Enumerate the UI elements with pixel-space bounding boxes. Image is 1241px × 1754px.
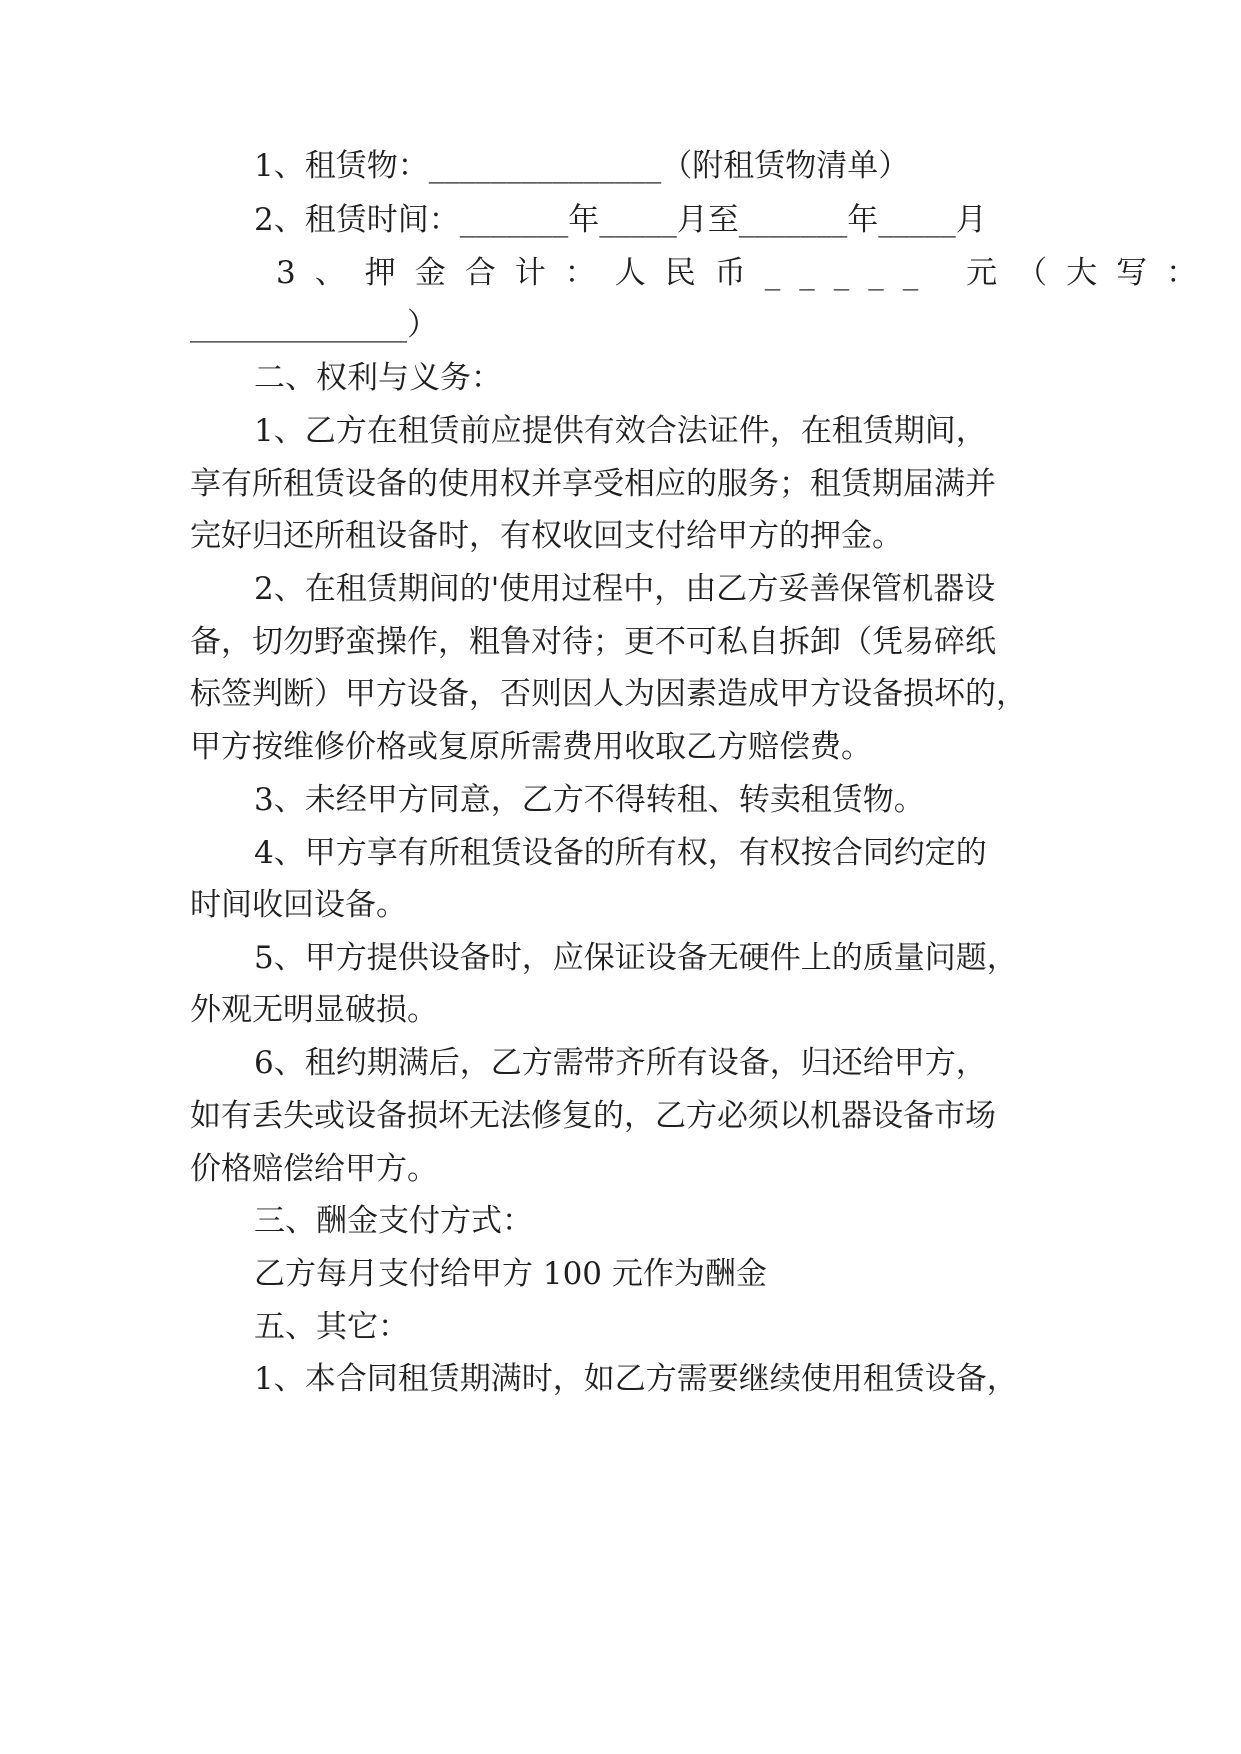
section-heading-rights: 二、权利与义务： bbox=[254, 360, 502, 396]
other-item-1-line-1: 1、本合同租赁期满时，如乙方需要继续使用租赁设备， bbox=[254, 1361, 1018, 1397]
rights-item-2-line-1: 2、在租赁期间的'使用过程中，由乙方妥善保管机器设 bbox=[254, 571, 996, 607]
rights-item-3: 3、未经甲方同意，乙方不得转租、转卖租赁物。 bbox=[254, 782, 925, 818]
rights-item-6-line-1: 6、租约期满后，乙方需带齐所有设备，归还给甲方， bbox=[254, 1045, 987, 1081]
rights-item-4-line-1: 4、甲方享有所租赁设备的所有权，有权按合同约定的 bbox=[254, 835, 987, 871]
clause-rental-item: 1、租赁物：_______________（附租赁物清单） bbox=[254, 148, 910, 184]
rights-item-6-line-3: 价格赔偿给甲方。 bbox=[190, 1151, 438, 1187]
clause-rental-period: 2、租赁时间：_______年_____月至_______年_____月 bbox=[254, 202, 987, 238]
clause-deposit-continued: ______________） bbox=[190, 307, 438, 343]
rights-item-1-line-2: 享有所租赁设备的使用权并享受相应的服务；租赁期届满并 bbox=[190, 466, 996, 502]
section-heading-payment: 三、酬金支付方式： bbox=[254, 1203, 533, 1239]
rights-item-2-line-2: 备，切勿野蛮操作，粗鲁对待；更不可私自拆卸（凭易碎纸 bbox=[190, 624, 996, 660]
clause-deposit: 3、押金合计：人民币_____ 元（大写： bbox=[276, 255, 1217, 291]
rights-item-2-line-3: 标签判断）甲方设备，否则因人为因素造成甲方设备损坏的， bbox=[190, 676, 1027, 712]
rights-item-1-line-3: 完好归还所租设备时，有权收回支付给甲方的押金。 bbox=[190, 518, 903, 554]
rights-item-2-line-4: 甲方按维修价格或复原所需费用收取乙方赔偿费。 bbox=[190, 729, 872, 765]
section-heading-other: 五、其它： bbox=[254, 1309, 409, 1345]
rights-item-6-line-2: 如有丢失或设备损坏无法修复的，乙方必须以机器设备市场 bbox=[190, 1098, 996, 1134]
rights-item-5-line-2: 外观无明显破损。 bbox=[190, 992, 438, 1028]
payment-text: 乙方每月支付给甲方 100 元作为酬金 bbox=[254, 1256, 767, 1292]
rights-item-5-line-1: 5、甲方提供设备时，应保证设备无硬件上的质量问题， bbox=[254, 940, 1018, 976]
rights-item-1-line-1: 1、乙方在租赁前应提供有效合法证件，在租赁期间， bbox=[254, 413, 987, 449]
rights-item-4-line-2: 时间收回设备。 bbox=[190, 887, 407, 923]
